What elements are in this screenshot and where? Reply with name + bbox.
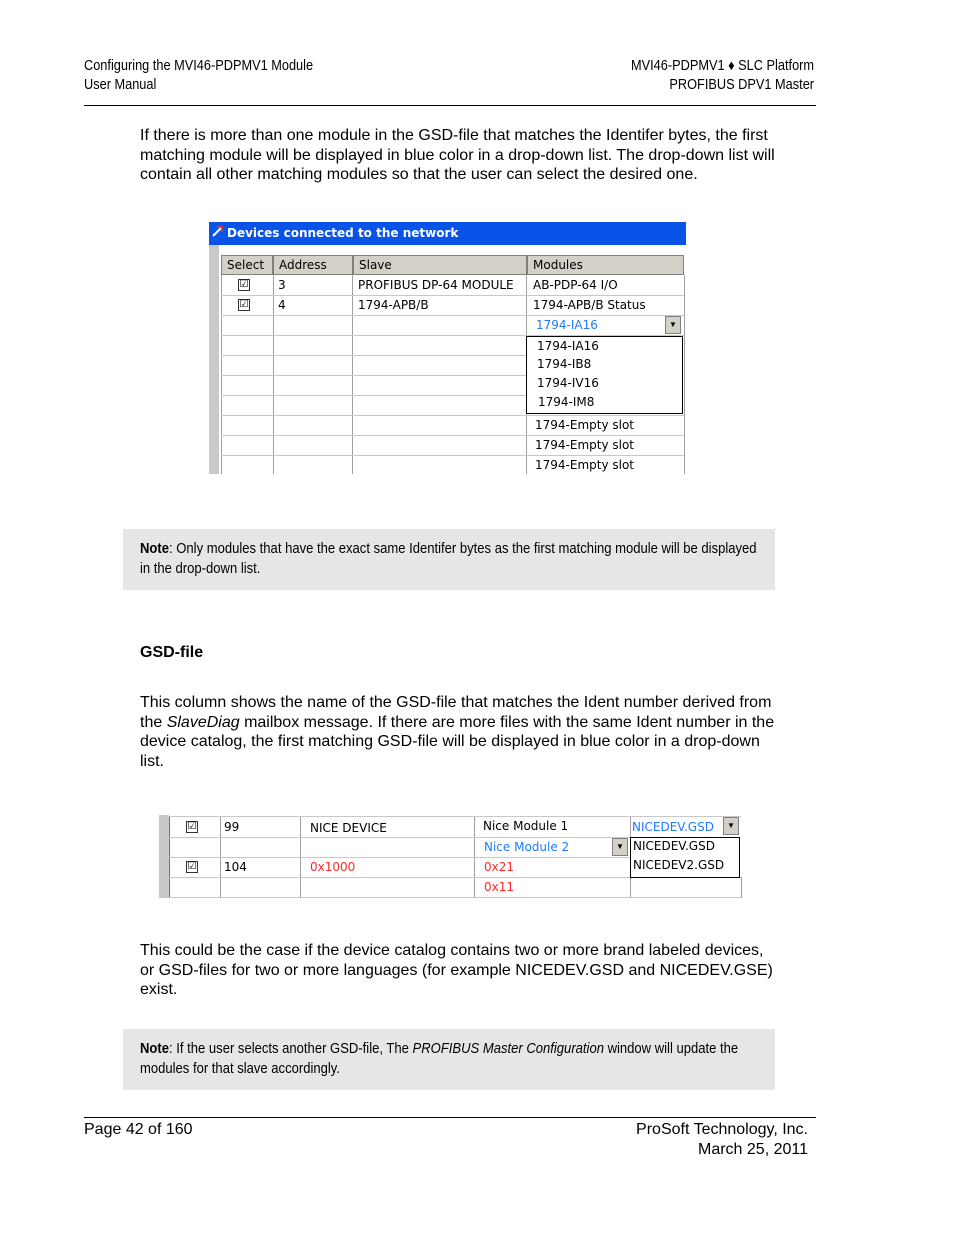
module-cell: 1794-Empty slot bbox=[535, 418, 635, 432]
note-emphasis: PROFIBUS Master Configuration bbox=[412, 1041, 604, 1057]
note-box-modules bbox=[123, 529, 775, 590]
dropdown-option[interactable]: 1794-IM8 bbox=[538, 395, 595, 409]
gsd-paragraph-text: mailbox message. If there are more files with the same Ident number in the device catalog, the first matching GSD-file will be displayed in blue color in a drop-down list. bbox=[140, 713, 775, 771]
grid-hline bbox=[221, 315, 684, 316]
header-document-type: User Manual bbox=[84, 77, 157, 93]
intro-paragraph: If there is more than one module in the GSD-file that matches the Identifer bytes, the first matching module will be displayed in blue color in a drop-down list. The drop-down list will contain all other matching modules so that the user can select the desired one. bbox=[140, 127, 775, 184]
dropdown-option[interactable]: 1794-IV16 bbox=[537, 376, 599, 390]
dropdown-option[interactable]: 1794-IA16 bbox=[537, 339, 599, 353]
column-header-address[interactable]: Address bbox=[273, 255, 353, 275]
note-label: Note bbox=[140, 1041, 170, 1057]
slave-cell: 1794-APB/B bbox=[358, 298, 429, 312]
slave-cell: 0x1000 bbox=[310, 860, 356, 874]
select-checkbox[interactable]: ☑ bbox=[239, 279, 249, 290]
module-dropdown-selected[interactable]: 1794-IA16 bbox=[536, 318, 598, 332]
module-dropdown-selected[interactable]: Nice Module 2 bbox=[484, 840, 570, 854]
header-document-title: Configuring the MVI46-PDPMV1 Module bbox=[84, 58, 314, 74]
column-header-slave[interactable]: Slave bbox=[353, 255, 527, 275]
module-cell: 0x21 bbox=[484, 860, 515, 874]
page-header-right bbox=[631, 57, 814, 95]
select-checkbox[interactable]: ☑ bbox=[187, 861, 197, 872]
devices-window-titlebar bbox=[209, 222, 686, 245]
dropdown-option[interactable]: 1794-IB8 bbox=[537, 357, 592, 371]
page-header-left bbox=[84, 57, 313, 95]
section-heading: GSD-file bbox=[140, 644, 204, 661]
dropdown-arrow-icon[interactable]: ▼ bbox=[723, 817, 739, 835]
address-cell: 99 bbox=[224, 820, 240, 834]
devices-window-title: Devices connected to the network bbox=[227, 226, 459, 240]
address-cell: 4 bbox=[278, 298, 286, 312]
dropdown-arrow-icon[interactable]: ▼ bbox=[612, 838, 628, 856]
gsd-paragraph-text: This column shows the name of the GSD-file that matches the Ident number derived from the bbox=[140, 694, 772, 731]
case-paragraph: This could be the case if the device catalog contains two or more brand labeled devices, or GSD-files for two or more languages (for example NICEDEV.GSD and NICEDEV.GSE) exist. bbox=[140, 942, 773, 999]
header-product-subtitle: PROFIBUS DPV1 Master bbox=[669, 77, 814, 93]
note-text: window will update the modules for that slave accordingly. bbox=[140, 1041, 739, 1077]
module-cell: AB-PDP-64 I/O bbox=[533, 278, 618, 292]
select-checkbox[interactable]: ☑ bbox=[187, 821, 197, 832]
address-cell: 104 bbox=[224, 860, 247, 874]
slave-cell: NICE DEVICE bbox=[310, 821, 387, 835]
dropdown-arrow-icon[interactable]: ▼ bbox=[665, 316, 681, 334]
footer-right bbox=[636, 1120, 808, 1159]
gsd-dropdown-option[interactable]: NICEDEV.GSD bbox=[633, 839, 715, 853]
module-cell: Nice Module 1 bbox=[483, 819, 569, 833]
slave-cell: PROFIBUS DP-64 MODULE bbox=[358, 278, 514, 292]
gsd-paragraph-emphasis: SlaveDiag bbox=[166, 713, 240, 731]
grid-vline bbox=[741, 877, 742, 898]
grid-hline bbox=[221, 355, 527, 356]
footer-divider bbox=[84, 1117, 816, 1118]
gsd-dropdown-option[interactable]: NICEDEV2.GSD bbox=[633, 858, 725, 872]
note-label: Note bbox=[140, 541, 170, 557]
module-cell: 1794-Empty slot bbox=[535, 458, 635, 472]
select-checkbox[interactable]: ☑ bbox=[239, 299, 249, 310]
grid-hline bbox=[221, 375, 527, 376]
footer-page-number: Page 42 of 160 bbox=[84, 1121, 193, 1138]
header-divider bbox=[84, 105, 816, 106]
note-box-gsd bbox=[123, 1029, 775, 1090]
window-left-border bbox=[159, 815, 169, 898]
window-left-border bbox=[209, 245, 219, 474]
header-product: MVI46-PDPMV1 ♦ SLC Platform bbox=[630, 58, 814, 74]
module-cell: 1794-APB/B Status bbox=[533, 298, 646, 312]
footer-company: ProSoft Technology, Inc. bbox=[636, 1121, 808, 1138]
gsd-paragraph bbox=[140, 693, 780, 772]
column-header-modules[interactable]: Modules bbox=[527, 255, 684, 275]
grid-vline bbox=[684, 275, 685, 474]
footer-date: March 25, 2011 bbox=[698, 1140, 808, 1158]
note-text: : If the user selects another GSD-file, The bbox=[169, 1041, 413, 1057]
module-cell: 1794-Empty slot bbox=[535, 438, 635, 452]
column-header-select[interactable]: Select bbox=[221, 255, 273, 275]
grid-hline bbox=[221, 395, 527, 396]
module-cell: 0x11 bbox=[484, 880, 515, 894]
address-cell: 3 bbox=[278, 278, 286, 292]
grid-hline bbox=[169, 897, 741, 898]
gsd-dropdown-selected[interactable]: NICEDEV.GSD bbox=[632, 820, 714, 834]
network-icon bbox=[211, 225, 224, 238]
note-text: : Only modules that have the exact same Identifer bytes as the first matching module will be displayed in the drop-down list. bbox=[140, 541, 757, 577]
